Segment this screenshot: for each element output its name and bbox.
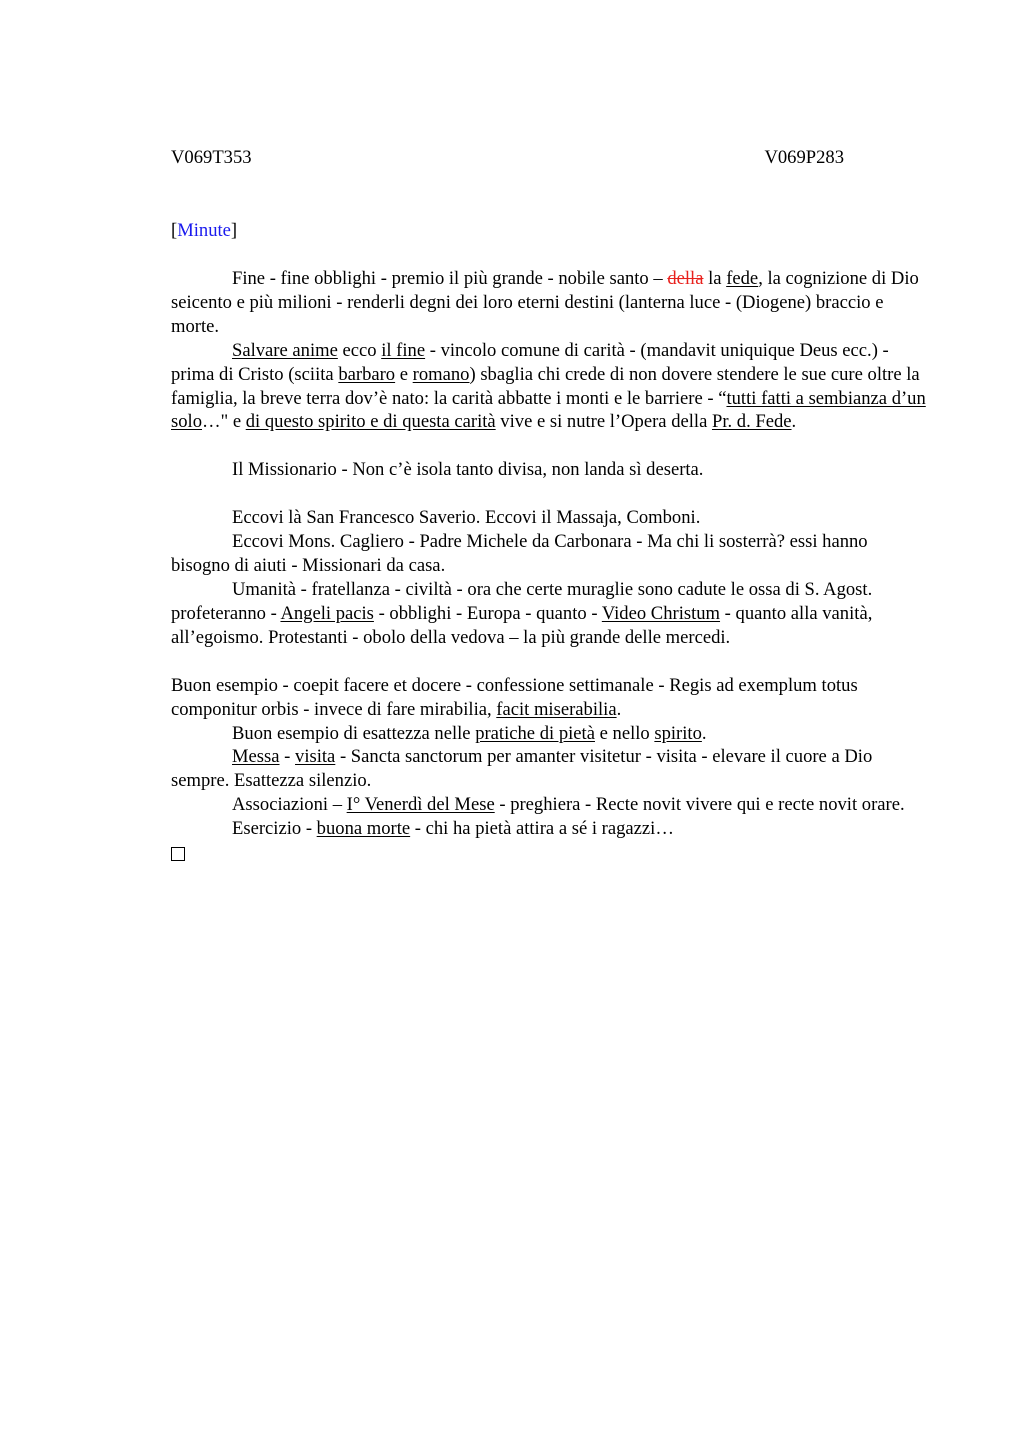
- paragraph-associazioni: [171, 793, 931, 817]
- underlined-text: Angeli pacis: [280, 602, 374, 624]
- text-run: vive e si nutre l’Opera della: [495, 411, 712, 433]
- text-run: , la cognizione di Dio seicento e più milioni - renderli degni dei loro eterni destini (lanterna luce - (Diogene) braccio e morte.: [171, 268, 919, 337]
- text-run: - chi ha pietà attira a sé i ragazzi…: [410, 818, 674, 840]
- text-run: …" e: [202, 411, 246, 433]
- underlined-text: I° Venerdì del Mese: [346, 794, 495, 816]
- text-run: Buon esempio di esattezza nelle: [232, 722, 476, 744]
- text-run: - quanto alla vanità, all’egoismo. Protestanti - obolo della vedova – la più grande delle mercedi.: [171, 602, 873, 648]
- text-run: e: [395, 363, 413, 385]
- text-run: Buon esempio - coepit facere et docere - confessione settimanale - Regis ad exemplum totus componitur orbis - invece di fare mirabilia,: [171, 674, 858, 720]
- text-run: Umanità - fratellanza - civiltà - ora che certe muraglie sono cadute le ossa di S. Agost. profeteranno -: [171, 578, 873, 624]
- underlined-text: fede: [726, 268, 759, 289]
- paragraph-messa: [171, 745, 931, 793]
- text-run: .: [791, 411, 797, 433]
- document-code-right: V069P283: [764, 147, 844, 168]
- paragraph-salvare-anime: [171, 339, 931, 435]
- document-page: [171, 146, 931, 867]
- underlined-text: romano: [412, 363, 470, 385]
- text-run: Associazioni –: [232, 794, 347, 816]
- section-bracket-close: ]: [230, 220, 238, 241]
- paragraph-cagliero: Eccovi Mons. Cagliero - Padre Michele da Carbonara - Ma chi li sosterrà? essi hanno bisogno di aiuti - Missionari da casa.: [171, 531, 868, 577]
- text-run: ) sbaglia chi crede di non dovere stendere le sue cure oltre la famiglia, la breve terra dov’è nato: la carità abbatte i monti e le barriere - “: [171, 363, 920, 409]
- underlined-text: Messa: [232, 746, 280, 768]
- paragraph-esercizio: [171, 817, 931, 841]
- text-run: ecco: [337, 339, 382, 361]
- document-body: [171, 267, 931, 867]
- section-bracket-open: [: [171, 220, 178, 241]
- underlined-text: barbaro: [338, 363, 396, 385]
- paragraph-gap: [171, 434, 931, 458]
- underlined-text: di questo spirito e di questa carità: [245, 411, 496, 433]
- paragraph-fine: [171, 267, 931, 339]
- underlined-text: spirito: [654, 722, 702, 744]
- underlined-text: Salvare anime: [232, 339, 338, 361]
- document-code-left: V069T353: [171, 147, 252, 168]
- section-label: [171, 219, 931, 243]
- text-run: la: [703, 268, 727, 289]
- text-run: -: [279, 746, 296, 768]
- underlined-text: pratiche di pietà: [475, 722, 595, 744]
- text-run: e nello: [594, 722, 655, 744]
- text-run: - Sancta sanctorum per amanter visitetur - visita - elevare il cuore a Dio sempre. Esattezza silenzio.: [171, 746, 873, 792]
- struck-text: della: [667, 268, 704, 289]
- underlined-text: facit miserabilia: [496, 698, 617, 720]
- paragraph-gap: [171, 482, 931, 506]
- text-run: - obblighi - Europa - quanto -: [373, 602, 602, 624]
- minute-link[interactable]: Minute: [177, 220, 231, 241]
- text-run: - preghiera - Recte novit vivere qui e recte novit orare.: [494, 794, 905, 816]
- paragraph-buon-esempio: [171, 674, 931, 722]
- text-run: Fine - fine obblighi - premio il più grande - nobile santo –: [232, 268, 668, 289]
- square-outline-icon: [171, 847, 185, 861]
- underlined-text: visita: [295, 746, 336, 768]
- paragraph-gap: [171, 650, 931, 674]
- underlined-text: Pr. d. Fede: [711, 411, 792, 433]
- text-run: - vincolo comune di carità - (mandavit uniquique Deus ecc.) - prima di Cristo (sciita: [171, 339, 889, 385]
- underlined-text: il fine: [381, 339, 426, 361]
- underlined-text: buona morte: [316, 818, 411, 840]
- document-header: [171, 146, 844, 170]
- paragraph-missionario: Il Missionario - Non c’è isola tanto divisa, non landa sì deserta.: [232, 459, 704, 481]
- text-run: .: [701, 722, 707, 744]
- text-run: .: [616, 698, 622, 720]
- paragraph-saverio: Eccovi là San Francesco Saverio. Eccovi il Massaja, Comboni.: [232, 507, 701, 529]
- paragraph-umanita: [171, 578, 931, 650]
- end-of-text-box-icon: [171, 841, 931, 867]
- underlined-text: Video Christum: [601, 602, 721, 624]
- text-run: Esercizio -: [232, 818, 317, 840]
- paragraph-esattezza: [171, 722, 931, 746]
- underlined-text: tutti fatti a sembianza d’un solo: [171, 387, 926, 433]
